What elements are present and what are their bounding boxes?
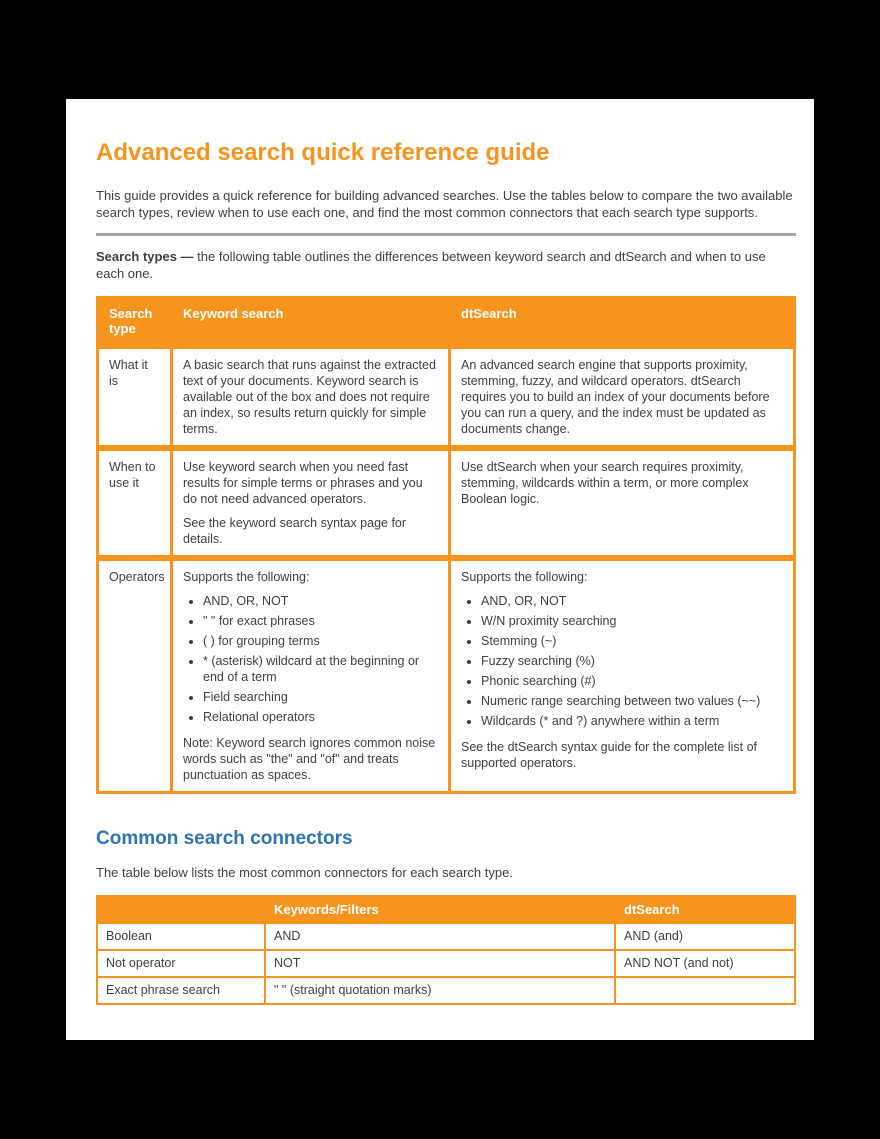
bullet-item: • AND, OR, NOT <box>481 593 783 609</box>
row-label-cell: What it is <box>98 346 172 448</box>
col-header-blank <box>97 896 265 923</box>
bullet-item: • AND, OR, NOT <box>203 593 438 609</box>
col-header-dtsearch-2: dtSearch <box>615 896 795 923</box>
bullet-item: • Relational operators <box>203 709 438 725</box>
bullet-item: • Fuzzy searching (%) <box>481 653 783 669</box>
dtsearch-cell <box>450 346 795 448</box>
note-text: See the dtSearch syntax guide for the complete list of supported operators. <box>461 740 758 770</box>
connectors-intro: The table below lists the most common connectors for each search type. <box>96 865 513 880</box>
table-row <box>98 346 795 448</box>
section-divider <box>96 233 796 236</box>
cell-intro: Supports the following: <box>183 570 310 584</box>
bullet-item: • ( ) for grouping terms <box>203 633 438 649</box>
col-header-keywords-filters: Keywords/Filters <box>265 896 615 923</box>
bullet-item: • Numeric range searching between two values (~~) <box>481 693 783 709</box>
row-label-cell: When to use it <box>98 448 172 558</box>
table-row <box>98 448 795 558</box>
bullet-item: • * (asterisk) wildcard at the beginning or end of a term <box>203 653 438 685</box>
lead-bold-text: Search types — <box>96 249 194 264</box>
page-title: Advanced search quick reference guide <box>96 139 550 166</box>
connectors-table <box>96 895 796 1005</box>
connector-keywords-cell: AND <box>265 923 615 950</box>
connector-label-cell: Boolean <box>97 923 265 950</box>
connector-label-cell: Exact phrase search <box>97 977 265 1004</box>
keyword-operators-list <box>187 593 438 725</box>
table-row <box>98 558 795 793</box>
intro-paragraph: This guide provides a quick reference for building advanced searches. Use the tables below to compare the two available search types, review when to use each one, and find the most common connectors that each search type supports. <box>96 188 793 220</box>
dtsearch-cell <box>450 558 795 793</box>
bullet-item: • " " for exact phrases <box>203 613 438 629</box>
dtsearch-cell <box>450 448 795 558</box>
note-text: See the keyword search syntax page for details. <box>183 516 407 546</box>
connector-keywords-cell: " " (straight quotation marks) <box>265 977 615 1004</box>
row-label-cell: Operators <box>98 558 172 793</box>
connector-dtsearch-cell: AND NOT (and not) <box>615 950 795 977</box>
cell-text: An advanced search engine that supports proximity, stemming, fuzzy, and wildcard operators. dtSearch requires you to build an index of your documents before you can run a query, and the index must be updated as documents change. <box>461 358 770 436</box>
cell-text: Use keyword search when you need fast results for simple terms or phrases and you do not need advanced operators. <box>183 460 423 506</box>
bullet-item: • Field searching <box>203 689 438 705</box>
bullet-item: • W/N proximity searching <box>481 613 783 629</box>
dtsearch-operators-list <box>465 593 783 729</box>
keyword-cell <box>172 448 450 558</box>
table-header-row <box>97 896 795 923</box>
col-header-search-type: Search type <box>98 298 172 347</box>
cell-text: Use dtSearch when your search requires proximity, stemming, wildcards within a term, or more complex Boolean logic. <box>461 460 749 506</box>
connector-keywords-cell: NOT <box>265 950 615 977</box>
keyword-cell <box>172 558 450 793</box>
col-header-dtsearch: dtSearch <box>450 298 795 347</box>
connector-dtsearch-cell <box>615 977 795 1004</box>
cell-text: A basic search that runs against the extracted text of your documents. Keyword search is available out of the box and does not require an index, so results return quickly for simple terms. <box>183 358 436 436</box>
lead-rest-text: the following table outlines the differences between keyword search and dtSearch and when to use each one. <box>96 249 766 281</box>
col-header-keyword-search: Keyword search <box>172 298 450 347</box>
cell-intro: Supports the following: <box>461 570 588 584</box>
bullet-item: • Phonic searching (#) <box>481 673 783 689</box>
section-heading-connectors: Common search connectors <box>96 828 353 849</box>
table-row <box>97 923 795 950</box>
table-row <box>97 950 795 977</box>
document-page <box>66 99 814 1040</box>
keyword-cell <box>172 346 450 448</box>
bullet-item: • Wildcards (* and ?) anywhere within a term <box>481 713 783 729</box>
table-row <box>97 977 795 1004</box>
note-text: Note: Keyword search ignores common noise words such as "the" and "of" and treats punctuation as spaces. <box>183 736 436 782</box>
bullet-item: • Stemming (~) <box>481 633 783 649</box>
lead-text <box>96 248 796 282</box>
connector-dtsearch-cell: AND (and) <box>615 923 795 950</box>
table-header-row <box>98 298 795 347</box>
connector-label-cell: Not operator <box>97 950 265 977</box>
search-types-table <box>96 296 796 794</box>
